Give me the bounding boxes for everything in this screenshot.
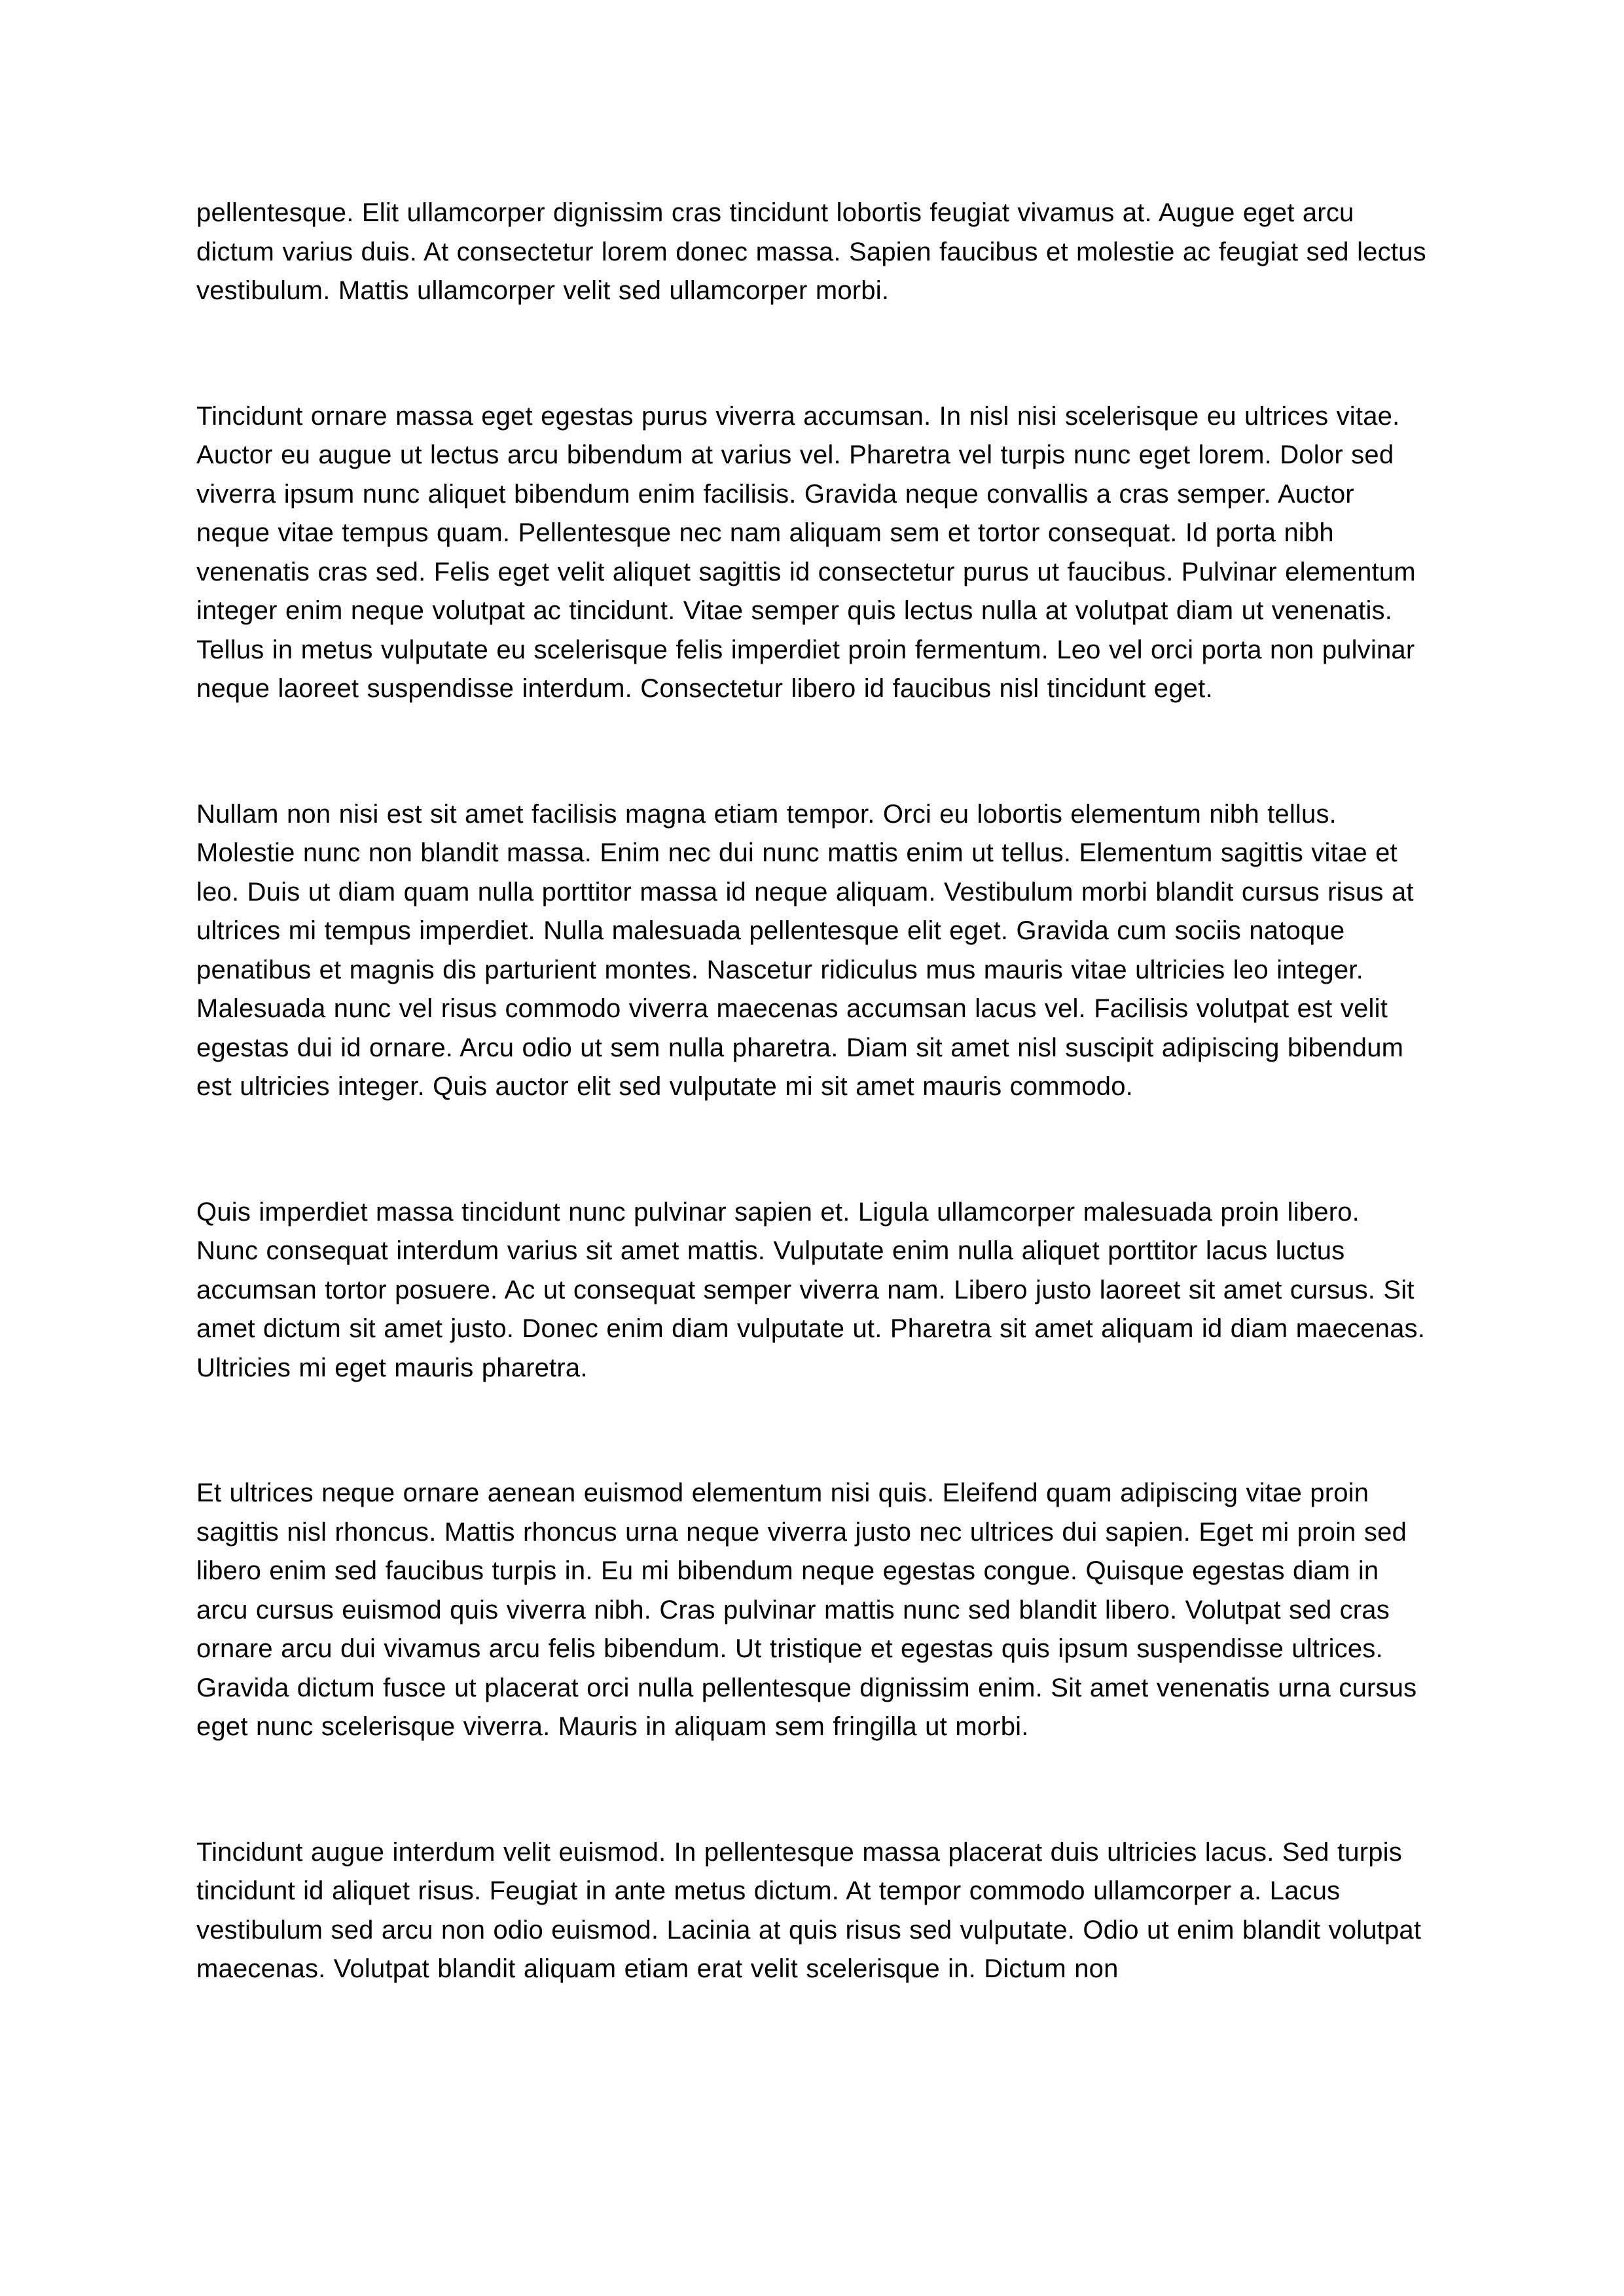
paragraph: Nullam non nisi est sit amet facilisis magna etiam tempor. Orci eu lobortis elementum nibh tellus. Molestie nunc non blandit massa. Enim nec dui nunc mattis enim ut tellus. Elementum sagittis vitae et leo. Duis ut diam quam nulla porttitor massa id neque aliquam. Vestibulum morbi blandit cursus risus at ultrices mi tempus imperdiet. Nulla malesuada pellentesque elit eget. Gravida cum sociis natoque penatibus et magnis dis parturient montes. Nascetur ridiculus mus mauris vitae ultricies leo integer. Malesuada nunc vel risus commodo viverra maecenas accumsan lacus vel. Facilisis volutpat est velit egestas dui id ornare. Arcu odio ut sem nulla pharetra. Diam sit amet nisl suscipit adipiscing bibendum est ultricies integer. Quis auctor elit sed vulputate mi sit amet mauris commodo. — [196, 799, 1414, 1101]
paragraph: Tincidunt augue interdum velit euismod. In pellentesque massa placerat duis ultricies lacus. Sed turpis tincidunt id aliquet risus. Feugiat in ante metus dictum. At tempor commodo ullamcorper a. Lacus vestibulum sed arcu non odio euismod. Lacinia at quis risus sed vulputate. Odio ut enim blandit volutpat maecenas. Volutpat blandit aliquam etiam erat velit scelerisque in. Dictum non — [196, 1837, 1422, 1983]
document-body — [196, 194, 1428, 1989]
paragraph: pellentesque. Elit ullamcorper dignissim cras tincidunt lobortis feugiat vivamus at. Augue eget arcu dictum varius duis. At consectetur lorem donec massa. Sapien faucibus et molestie ac feugiat sed lectus vestibulum. Mattis ullamcorper velit sed ullamcorper morbi. — [196, 198, 1426, 305]
paragraph: Tincidunt ornare massa eget egestas purus viverra accumsan. In nisl nisi scelerisque eu ultrices vitae. Auctor eu augue ut lectus arcu bibendum at varius vel. Pharetra vel turpis nunc eget lorem. Dolor sed viverra ipsum nunc aliquet bibendum enim facilisis. Gravida neque convallis a cras semper. Auctor neque vitae tempus quam. Pellentesque nec nam aliquam sem et tortor consequat. Id porta nibh venenatis cras sed. Felis eget velit aliquet sagittis id consectetur purus ut faucibus. Pulvinar elementum integer enim neque volutpat ac tincidunt. Vitae semper quis lectus nulla at volutpat diam ut venenatis. Tellus in metus vulputate eu scelerisque felis imperdiet proin fermentum. Leo vel orci porta non pulvinar neque laoreet suspendisse interdum. Consectetur libero id faucibus nisl tincidunt eget. — [196, 401, 1416, 703]
paragraph: Quis imperdiet massa tincidunt nunc pulvinar sapien et. Ligula ullamcorper malesuada proin libero. Nunc consequat interdum varius sit amet mattis. Vulputate enim nulla aliquet porttitor lacus luctus accumsan tortor posuere. Ac ut consequat semper viverra nam. Libero justo laoreet sit amet cursus. Sit amet dictum sit amet justo. Donec enim diam vulputate ut. Pharetra sit amet aliquam id diam maecenas. Ultricies mi eget mauris pharetra. — [196, 1197, 1426, 1382]
paragraph: Et ultrices neque ornare aenean euismod elementum nisi quis. Eleifend quam adipiscing vitae proin sagittis nisl rhoncus. Mattis rhoncus urna neque viverra justo nec ultrices dui sapien. Eget mi proin sed libero enim sed faucibus turpis in. Eu mi bibendum neque egestas congue. Quisque egestas diam in arcu cursus euismod quis viverra nibh. Cras pulvinar mattis nunc sed blandit libero. Volutpat sed cras ornare arcu dui vivamus arcu felis bibendum. Ut tristique et egestas quis ipsum suspendisse ultrices. Gravida dictum fusce ut placerat orci nulla pellentesque dignissim enim. Sit amet venenatis urna cursus eget nunc scelerisque viverra. Mauris in aliquam sem fringilla ut morbi. — [196, 1479, 1417, 1741]
